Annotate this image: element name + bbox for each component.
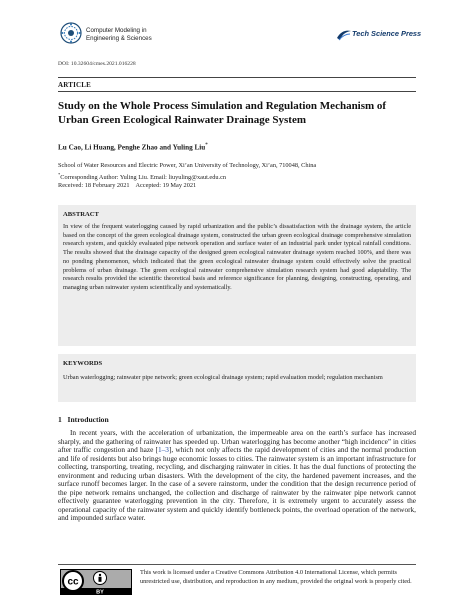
- journal-logo-icon: [60, 22, 82, 44]
- corresponding-author[interactable]: *Corresponding Author: Yuling Liu. Email: liuyuling@xaut.edu.cn: [58, 172, 227, 182]
- abstract-heading: ABSTRACT: [63, 211, 99, 218]
- journal-name: [86, 27, 152, 43]
- journal-name-line1: Computer Modeling in: [86, 27, 147, 34]
- divider: [58, 77, 416, 78]
- cc-text: cc: [67, 576, 79, 588]
- journal-name-line2: Engineering & Sciences: [86, 35, 152, 42]
- abstract-text: In view of the frequent waterlogging caused by rapid urbanization and the public’s dissatisfaction with the drainage system, the article based on the concept of the green ecological drainage system, constructed the urban green ecological drainage comprehensive simulation research system, and quickly evaluated pipe network operation and surface water of an industrial park under typical rainfall conditions. The results showed that the drainage capacity of the designed green ecological rainwater drainage system reached 100%, and there was no ponding phenomenon, which indicated that the green ecological rainwater drainage system could effectively solve the practical problems of urban drainage. The green ecological rainwater comprehensive simulation research system had good adaptability. The research results provided the scientific theoretical basis and reference significance for planning, designing, constructing, operating, and managing urban rainwater system scientifically and systematically.: [63, 223, 411, 291]
- article-type-label: ARTICLE: [58, 81, 92, 89]
- section-heading-introduction: 1 Introduction: [58, 415, 109, 424]
- license-statement: This work is licensed under a Creative Commons Attribution 4.0 International License, which permits unrestricted use, distribution, and reproduction in any medium, provided the original work is properly cited.: [140, 569, 412, 585]
- footer-divider: [58, 564, 416, 565]
- publisher-swoosh-icon: [336, 28, 352, 42]
- publisher-logo: [336, 28, 422, 42]
- citation-link[interactable]: 1–3: [157, 445, 169, 455]
- keywords-heading: KEYWORDS: [63, 360, 103, 367]
- keywords-text: Urban waterlogging; rainwater pipe network; green ecological drainage system; rapid evaluation model; regulation mechanism: [63, 374, 383, 381]
- page-header: [0, 0, 474, 58]
- intro-text-part1: In recent years, with the acceleration of urbanization, the impermeable area on the earth’s surface has increased sharply, and the gathering of rainwater has speeded up. Urban waterlogging has become another “high incidence” in cities after traffic congestion and haze [: [58, 428, 416, 455]
- affiliation: School of Water Resources and Electric Power, Xi’an University of Technology, Xi’an, 710048, China: [58, 162, 317, 169]
- introduction-paragraph: [58, 429, 416, 523]
- article-title: Study on the Whole Process Simulation and Regulation Mechanism of Urban Green Ecological Rainwater Drainage System: [58, 100, 387, 126]
- received-accepted-dates: Received: 18 February 2021 Accepted: 19 May 2021: [58, 182, 197, 189]
- intro-text-part2: ], which not only affects the rapid development of cities and the normal production and life of residents but also brings huge economic losses to cities. The rainwater system is an important infrastructure for collecting, transporting, treating, recycling, and discharging rainwater in cities. It has the dual functions of protecting the environment and reducing urban disasters. With the development of the city, the hardened pavement increases, and the surface runoff becomes larger. In the case of a severe rainstorm, under the condition that the design recurrence period of the pipe network remains unchanged, the collection and discharge of rainwater by the rainwater pipe network cannot effectively guarantee waterlogging prevention in the city. Therefore, it is extremely urgent to accurately assess the operational capacity of the rainwater system and quickly identify bottleneck points, the overload operation of the network, and impounded surface water.: [58, 445, 416, 523]
- keywords-box: [58, 354, 416, 402]
- corresponding-author-text: Corresponding Author: Yuling Liu. Email: liuyuling@xaut.edu.cn: [60, 174, 227, 182]
- cc-by-license-badge[interactable]: [60, 569, 132, 595]
- doi: DOI: 10.32604/cmes.2021.016228: [58, 61, 136, 67]
- author-list: [58, 143, 208, 151]
- publisher-name: Tech Science Press: [352, 29, 422, 38]
- corresponding-mark: *: [205, 143, 208, 148]
- divider: [58, 91, 416, 92]
- author-names: Lu Cao, Li Huang, Penghe Zhao and Yuling Liu: [58, 143, 206, 152]
- abstract-box: [58, 205, 416, 346]
- by-text: BY: [96, 589, 104, 595]
